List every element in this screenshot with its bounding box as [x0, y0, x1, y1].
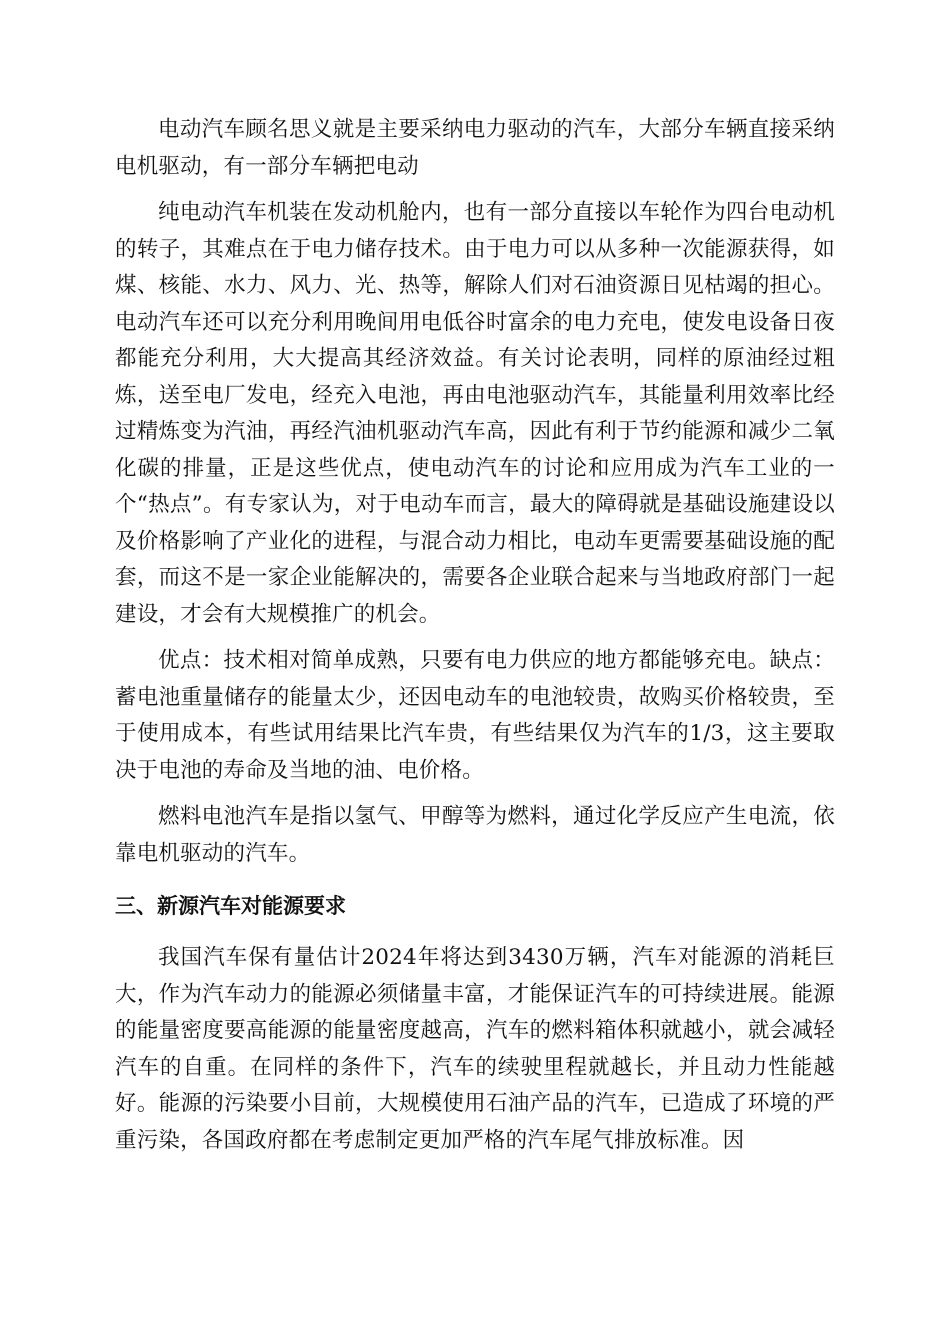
- paragraph-gap: [115, 930, 835, 940]
- paragraph-gap: [115, 185, 835, 195]
- paragraph-gap: [115, 789, 835, 799]
- paragraph-pure-ev: 纯电动汽车机装在发动机舱内，也有一部分直接以车轮作为四台电动机的转子，其难点在于电力储存技术。由于电力可以从多种一次能源获得，如煤、核能、水力、风力、光、热等，解除人们对石油资源日见枯竭的担心。电动汽车还可以充分利用晚间用电低谷时富余的电力充电，使发电设备日夜都能充分利用，大大提高其经济效益。有关讨论表明，同样的原油经过粗炼，送至电厂发电，经充入电池，再由电池驱动汽车，其能量利用效率比经过精炼变为汽油，再经汽油机驱动汽车高，因此有利于节约能源和减少二氧化碳的排量，正是这些优点，使电动汽车的讨论和应用成为汽车工业的一个“热点”。有专家认为，对于电动车而言，最大的障碍就是基础设施建设以及价格影响了产业化的进程，与混合动力相比，电动车更需要基础设施的配套，而这不是一家企业能解决的，需要各企业联合起来与当地政府部门一起建设，才会有大规模推广的机会。: [115, 200, 835, 627]
- paragraph-energy-requirements: 我国汽车保有量估计2024年将达到3430万辆，汽车对能源的消耗巨大，作为汽车动力的能源必须储量丰富，才能保证汽车的可持续进展。能源的能量密度要高能源的能量密度越高，汽车的燃料箱体积就越小，就会减轻汽车的自重。在同样的条件下，汽车的续驶里程就越长，并且动力性能越好。能源的污染要小目前，大规模使用石油产品的汽车，已造成了环境的严重污染，各国政府都在考虑制定更加严格的汽车尾气排放标准。因: [115, 945, 835, 1153]
- section-heading-energy-requirements: 三、新源汽车对能源要求: [115, 894, 346, 918]
- paragraph-fuel-cell: 燃料电池汽车是指以氢气、甲醇等为燃料，通过化学反应产生电流，依靠电机驱动的汽车。: [115, 804, 835, 866]
- paragraph-gap: [115, 633, 835, 643]
- paragraph-ev-definition: 电动汽车顾名思义就是主要采纳电力驱动的汽车，大部分车辆直接采纳电机驱动，有一部分车辆把电动: [115, 117, 835, 179]
- paragraph-gap: [115, 872, 835, 882]
- document-page: [115, 112, 835, 1159]
- paragraph-pros-cons: 优点：技术相对简单成熟，只要有电力供应的地方都能够充电。缺点：蓄电池重量储存的能量太少，还因电动车的电池较贵，故购买价格较贵，至于使用成本，有些试用结果比汽车贵，有些结果仅为汽车的1/3，这主要取决于电池的寿命及当地的油、电价格。: [115, 648, 835, 783]
